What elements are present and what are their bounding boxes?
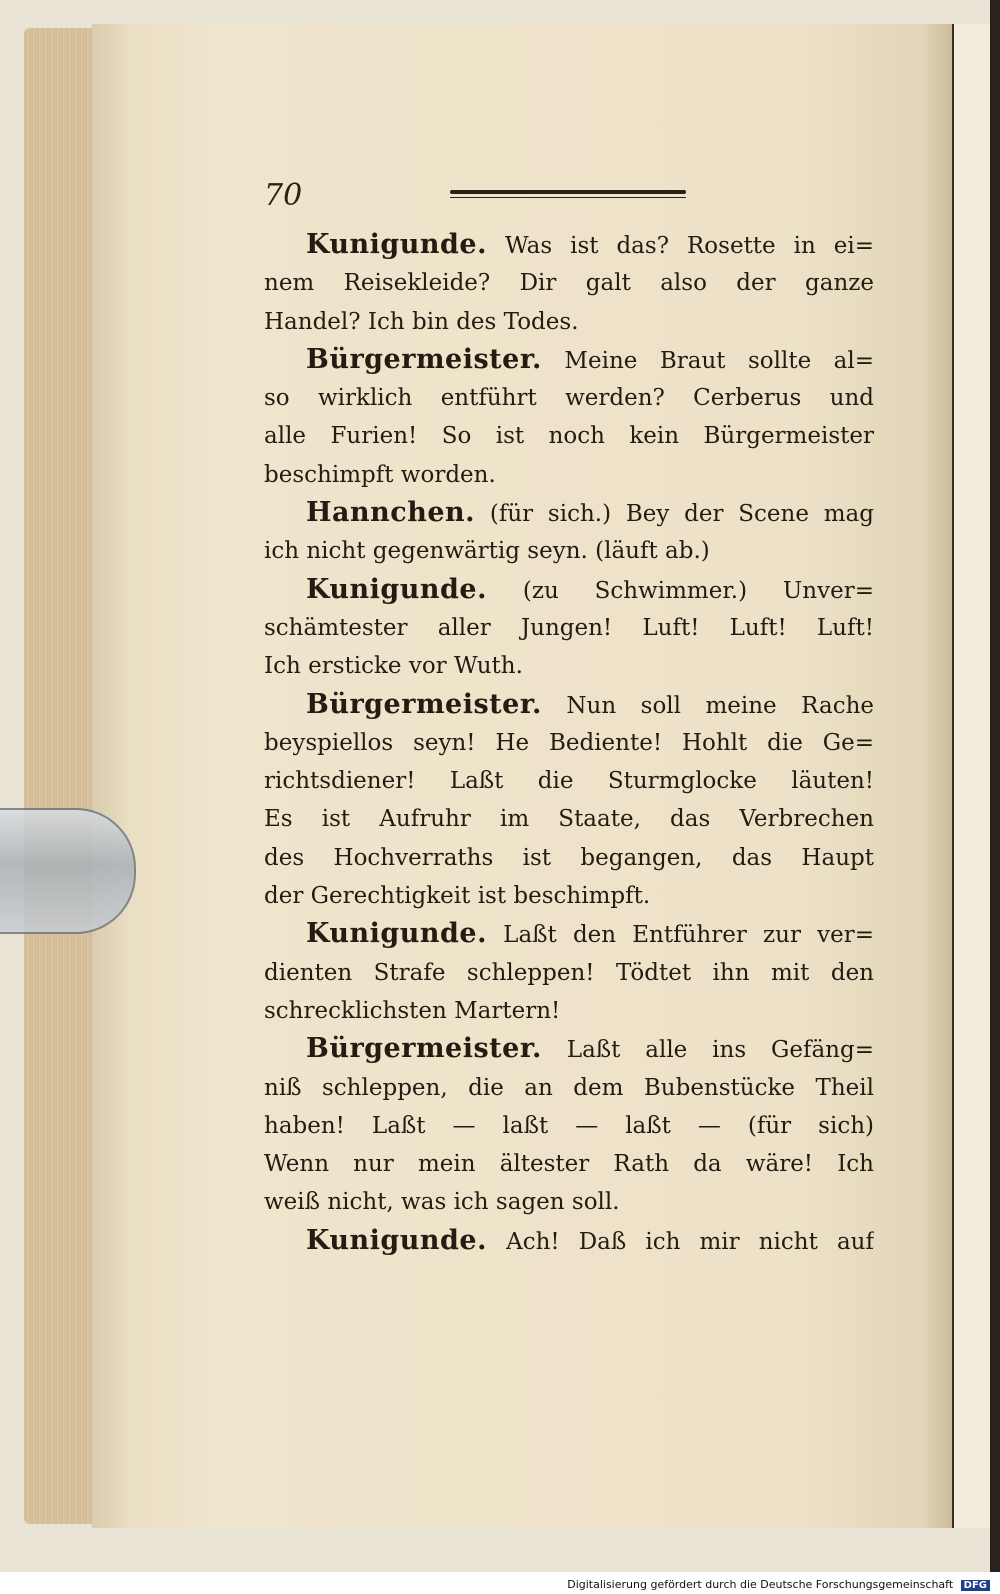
line-text: der Gerechtigkeit ist beschimpft. [264,883,651,910]
speaker-name: Bürgermeister. [306,1033,542,1065]
text-line [264,571,874,609]
book-page-edges [24,28,94,1524]
dfg-logo: DFG [961,1580,990,1591]
line-text: (zu Schwimmer.) Unver= [487,577,874,604]
line-text: Wenn nur mein ältester Rath da wäre! Ich [264,1151,874,1178]
line-text: Ich ersticke vor Wuth. [264,653,523,680]
text-line [264,532,874,570]
footer-credit [567,1578,990,1591]
text-line [264,417,874,455]
text-line [264,264,874,302]
text-line [264,1030,874,1068]
text-line [264,1222,874,1260]
text-line [264,609,874,647]
header-rule [450,190,686,194]
text-line [264,992,874,1030]
line-text: Laßt den Entführer zur ver= [487,922,874,949]
text-line [264,1069,874,1107]
header-rule-thin [450,197,686,198]
speaker-name: Bürgermeister. [306,343,542,375]
line-text: schämtester aller Jungen! Luft! Luft! Luft! [264,614,874,641]
text-line [264,303,874,341]
line-text: Meine Braut sollte al= [541,347,874,374]
line-text: Laßt alle ins Gefäng= [541,1037,874,1064]
text-line [264,762,874,800]
line-text: beyspiellos seyn! He Bediente! Hohlt die Ge= [264,729,874,756]
text-line [264,724,874,762]
speaker-name: Kunigunde. [306,229,487,260]
text-line [264,1107,874,1145]
line-text: ich nicht gegenwärtig seyn. (läuft ab.) [264,538,710,565]
line-text: Ach! Daß ich mir nicht auf [487,1228,874,1255]
text-line [264,954,874,992]
text-line [264,1145,874,1183]
text-line [264,494,874,532]
text-line [264,839,874,877]
text-line [264,877,874,915]
text-line [264,341,874,379]
page-number: 70 [264,178,303,213]
line-text: des Hochverraths ist begangen, das Haupt [264,844,874,871]
line-text: Es ist Aufruhr im Staate, das Verbrechen [264,806,874,833]
line-text: beschimpft worden. [264,461,496,488]
text-line [264,647,874,685]
line-text: nem Reisekleide? Dir galt also der ganze [264,270,874,297]
text-line [264,379,874,417]
text-line [264,686,874,724]
speaker-name: Kunigunde. [306,1224,487,1256]
line-text: weiß nicht, was ich sagen soll. [264,1189,620,1216]
line-text: so wirklich entführt werden? Cerberus und [264,385,874,412]
line-text: schrecklichsten Martern! [264,997,561,1024]
line-text: richtsdiener! Laßt die Sturmglocke läuten! [264,768,874,795]
line-text: niß schleppen, die an dem Bubenstücke Theil [264,1074,874,1101]
speaker-name: Bürgermeister. [306,688,542,720]
line-text: Handel? Ich bin des Todes. [264,308,579,335]
text-line [264,456,874,494]
page-text [264,226,874,1260]
line-text: (für sich.) Bey der Scene mag [475,501,874,528]
line-text: dienten Strafe schleppen! Tödtet ihn mit den [264,959,874,986]
text-line [264,915,874,953]
line-text: Was ist das? Rosette in ei= [487,233,874,259]
text-line [264,800,874,838]
text-line [264,226,874,264]
line-text: alle Furien! So ist noch kein Bürgermeister [264,423,874,450]
text-line [264,1183,874,1221]
line-text: haben! Laßt — laßt — laßt — (für sich) [264,1112,874,1139]
speaker-name: Kunigunde. [306,573,487,605]
line-text: Nun soll meine Rache [541,692,874,719]
speaker-name: Kunigunde. [306,918,487,950]
footer-text: Digitalisierung gefördert durch die Deutsche Forschungsgemeinschaft [567,1578,954,1591]
scan-border [990,0,1000,1572]
page-holder-clip [0,808,136,934]
speaker-name: Hannchen. [306,497,476,529]
